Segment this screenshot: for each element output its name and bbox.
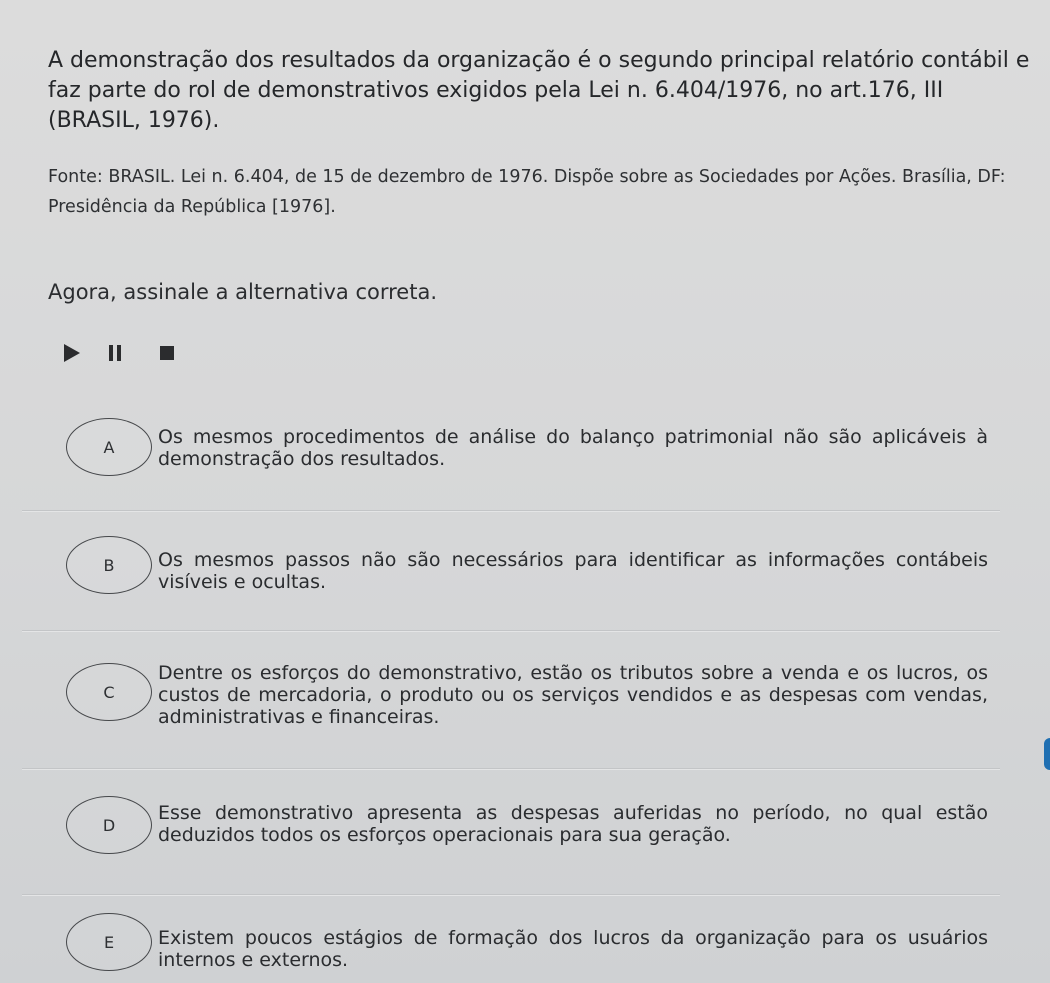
option-divider: [22, 768, 1000, 770]
question-prompt: Agora, assinale a alternativa correta.: [48, 280, 438, 304]
option-e[interactable]: [66, 912, 996, 982]
option-e-text: Existem poucos estágios de formação dos lucros da organização para os usuários internos e externos.: [158, 927, 988, 971]
question-statement: A demonstração dos resultados da organização é o segundo principal relatório contábil e faz parte do rol de demonstrativos exigidos pela Lei n. 6.404/1976, no art.176, III (BRASIL, 1976).: [48, 48, 1030, 133]
stop-icon[interactable]: [160, 346, 174, 360]
option-b[interactable]: [66, 530, 996, 600]
option-divider: [22, 630, 1000, 632]
option-d-bubble[interactable]: D: [66, 796, 152, 854]
play-icon[interactable]: [64, 344, 80, 362]
option-d-text: Esse demonstrativo apresenta as despesas auferidas no período, no qual estão deduzidos todos os esforços operacionais para sua geração.: [158, 802, 988, 846]
option-a-text: Os mesmos procedimentos de análise do balanço patrimonial não são aplicáveis à demonstração dos resultados.: [158, 426, 988, 470]
audio-controls: [64, 342, 174, 364]
option-c-text: Dentre os esforços do demonstrativo, estão os tributos sobre a venda e os lucros, os custos de mercadoria, o produto ou os serviços vendidos e as despesas com vendas, administrativas e financeiras.: [158, 662, 988, 728]
pause-icon[interactable]: [109, 345, 121, 361]
option-b-text: Os mesmos passos não são necessários para identificar as informações contábeis visíveis e ocultas.: [158, 549, 988, 593]
option-c[interactable]: [66, 654, 996, 740]
option-divider: [22, 894, 1000, 896]
option-a[interactable]: [66, 412, 996, 482]
question-source: Fonte: BRASIL. Lei n. 6.404, de 15 de dezembro de 1976. Dispõe sobre as Sociedades por Ações. Brasília, DF: Presidência da República [1976].: [48, 167, 1006, 217]
scroll-indicator[interactable]: [1044, 738, 1050, 770]
option-e-bubble[interactable]: E: [66, 913, 152, 971]
option-d[interactable]: [66, 792, 996, 862]
option-a-bubble[interactable]: A: [66, 418, 152, 476]
option-b-bubble[interactable]: B: [66, 536, 152, 594]
option-divider: [22, 510, 1000, 512]
option-c-bubble[interactable]: C: [66, 663, 152, 721]
